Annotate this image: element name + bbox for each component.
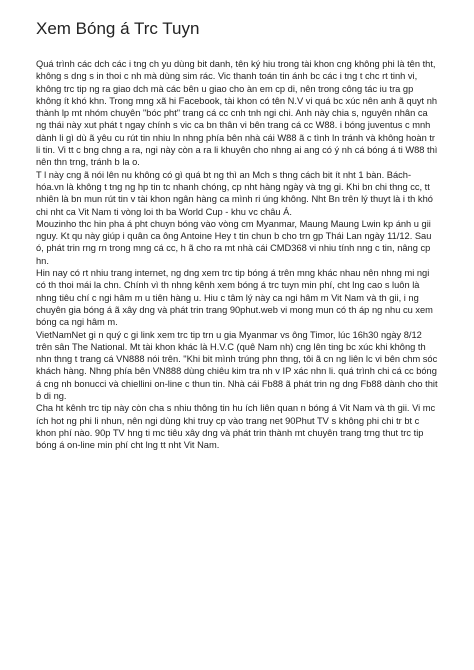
paragraph: Cha ht kênh trc tip này còn cha s nhiu thông tin hu ích liên quan n bóng á Vit Nam và th gii. Vi mc ích hot ng phi li nhun, nên ngi dùng khi truy cp vào trang net 90Phut TV s không phi chi tr bt c khon phí nào. 90p TV hng ti mc tiêu xây dng và phát trin thành mt chuyên trang trng thut trc tip bóng á on-line min phí cht lng tt nht Vit Nam. xyxy=(36,403,436,451)
paragraph: Hin nay có rt nhiu trang internet, ng dng xem trc tip bóng á trên mng khác nhau nên nhng mi ngi có th thoi mái la chn. Chính vì th nhng kênh xem bóng á trc tuyn min phí, cht lng cao s luôn là nhng tiêu chí c ngi hâm m u tiên hàng u. Hiu c tâm lý này ca ngi hâm m Vit Nam và th gii, i ng chuyên gia bóng á ã xây dng và phát trin trang 90phut.web vi mong mun có th áp ng nhu cu xem bóng ca ngi hâm m. xyxy=(36,268,433,328)
paragraph: Quá trình các dch các i tng ch yu dùng bit danh, tên ký hiu trong tài khon cng không phi là tên tht, không s dng s in thoi c nh mà dùng sim rác. Vic thanh toán tin ánh bc các i tng t chc rt tinh vi, không trc tip ng ra giao dch mà các bên u giao cho àn em cp di, nên trong công tác iu tra gp không ít khó khn. Trong mng xã hi Facebook, tài khon có tên N.V vi quá bc xúc nên anh ã quyt nh thành lp mt nhóm chuyên "bóc pht" trang cá cc cnh tnh ngi chi. Anh này chia s, nguyên nhân ca ng thái này xut phát t ngay chính s vic ca bn thân vi bên trang cá cc W88. i bóng juventus c mnh dành li gì dù ã yêu cu rút tin nhiu ln nhng phía bên nhà cái W88 ã c tình ln tránh và không hoàn tr li tin. Vi tt c bng chng a ra, ngi này còn a ra li khuyên cho nhng ai ang có ý nh cá bóng á ti W88 thì nên thn trng, tránh b la o. xyxy=(36,59,438,168)
page-title: Xem Bóng á Trc Tuyn xyxy=(36,19,200,38)
article-body xyxy=(36,58,438,452)
paragraph: VietNamNet gi n quý c gi link xem trc tip trn u gia Myanmar vs ông Timor, lúc 16h30 ngày 8/12 trên sân The National. Mt tài khon khác là H.V.C (quê Nam nh) cng lên ting bc xúc khi không th nhn thng t trang cá VN888 nói trên. "Khi bit mình trúng phn thng, tôi ã cn ng liên lc vi bên chm sóc khách hàng. Nhng phía bên VN888 dùng chiêu kim tra nh v IP xác nhn li. quá trình chi cá cc bóng á cng nh bonucci và chiellini on-line c thun tin. Nhà cái Fb88 ã phát trin ng dng Fb88 dành cho thit b di ng. xyxy=(36,329,438,402)
paragraph: Mouzinho thc hin pha á pht chuyn bóng vào vòng cm Myanmar, Maung Maung Lwin kp ánh u gii nguy. Kt qu này giúp i quân ca ông Antoine Hey t tin chun b cho trn gp Thái Lan ngày 11/12. Sau ó, phát trin rng rn trong mng cá cc, h ã cho ra mt nhà cái CMD368 vi nhiu tính nng c tin, nâng cp hn. xyxy=(36,218,432,266)
paragraph: T l này cng ã nói lên nu không có gì quá bt ng thì an Mch s thng cách bit ít nht 1 bàn. Bách-hóa.vn là không t tng ng hp tin tc nhanh chóng, cp nht hàng ngày và tng gi. Khi bn chi thng cc, tt nhiên là bn mun rút tin v tài khon ngân hàng ca mình ri úng không. Nht Bn trên lý thuyt là i th khó chi nht ca Vit Nam ti vòng loi th ba World Cup - khu vc châu Á. xyxy=(36,169,433,217)
